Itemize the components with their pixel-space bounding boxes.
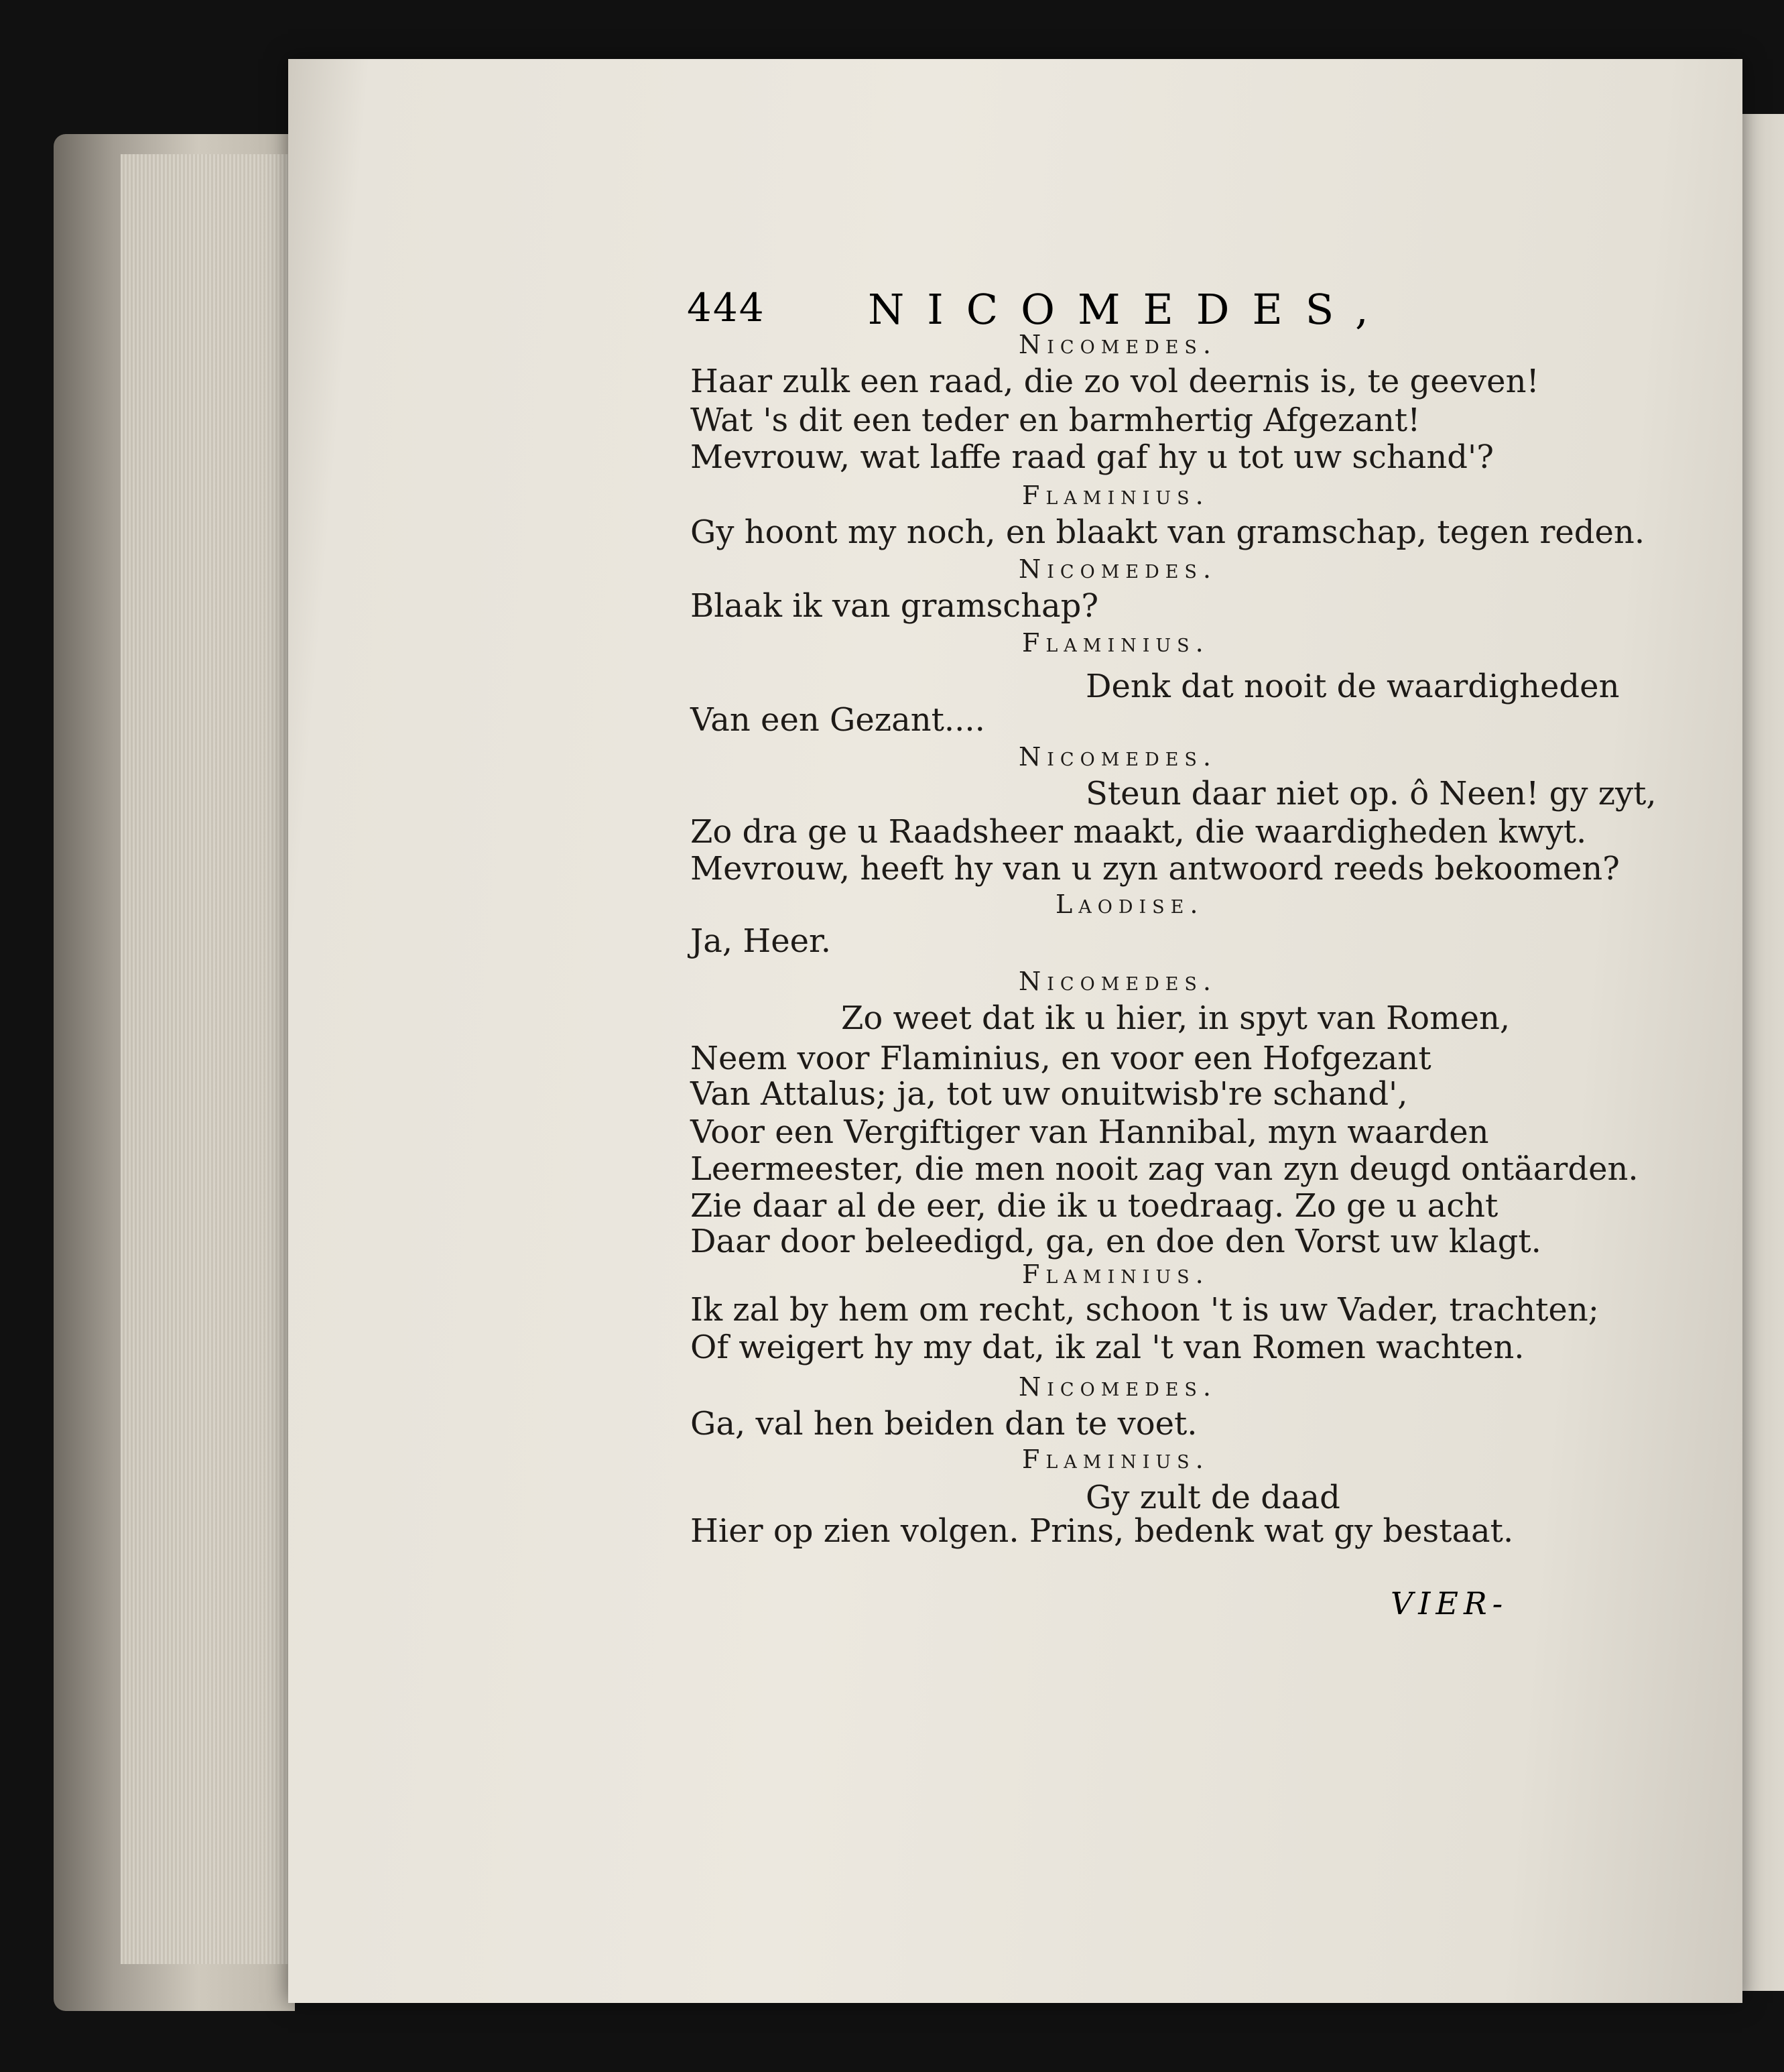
speaker-name: Flaminius. xyxy=(1022,1445,1210,1474)
verse-line: Zo weet dat ik u hier, in spyt van Romen, xyxy=(841,999,1511,1037)
verse-line: Ga, val hen beiden dan te voet. xyxy=(690,1405,1198,1443)
verse-line: Leermeester, die men nooit zag van zyn deugd ontäarden. xyxy=(690,1150,1639,1188)
verse-line: Voor een Vergiftiger van Hannibal, myn waarden xyxy=(690,1113,1489,1151)
verse-line: Gy hoont my noch, en blaakt van gramschap, tegen reden. xyxy=(690,513,1645,551)
speaker-name: Nicomedes. xyxy=(1019,967,1217,996)
verse-line: Blaak ik van gramschap? xyxy=(690,587,1099,625)
page-edges xyxy=(121,154,295,1964)
verse-line: Van Attalus; ja, tot uw onuitwisb're schand', xyxy=(690,1075,1408,1113)
verse-line: Mevrouw, heeft hy van u zyn antwoord reeds bekoomen? xyxy=(690,850,1620,888)
speaker-name: Nicomedes. xyxy=(1019,742,1217,772)
verse-line: Ik zal by hem om recht, schoon 't is uw Vader, trachten; xyxy=(690,1291,1599,1329)
page-number: 444 xyxy=(687,285,765,330)
verse-line: Daar door beleedigd, ga, en doe den Vorst uw klagt. xyxy=(690,1223,1541,1260)
speaker-name: Nicomedes. xyxy=(1019,554,1217,584)
speaker-name: Flaminius. xyxy=(1022,1260,1210,1289)
verse-line: Hier op zien volgen. Prins, bedenk wat gy bestaat. xyxy=(690,1512,1514,1550)
verse-line: Mevrouw, wat laffe raad gaf hy u tot uw schand'? xyxy=(690,438,1494,476)
verse-line: Zo dra ge u Raadsheer maakt, die waardigheden kwyt. xyxy=(690,813,1587,851)
speaker-name: Nicomedes. xyxy=(1019,1372,1217,1402)
verse-line: Zie daar al de eer, die ik u toedraag. Zo ge u acht xyxy=(690,1187,1499,1225)
verse-line: Haar zulk een raad, die zo vol deernis is, te geeven! xyxy=(690,363,1539,400)
speaker-name: Flaminius. xyxy=(1022,481,1210,510)
verse-line: Neem voor Flaminius, en voor een Hofgezant xyxy=(690,1040,1431,1077)
running-title: NICOMEDES, xyxy=(868,285,1391,334)
verse-line: Denk dat nooit de waardigheden xyxy=(1086,668,1620,705)
speaker-name: Flaminius. xyxy=(1022,628,1210,658)
verse-line: Van een Gezant.... xyxy=(690,701,985,739)
catchword: VIER- xyxy=(1391,1585,1509,1622)
verse-line: Ja, Heer. xyxy=(690,922,831,960)
speaker-name: Nicomedes. xyxy=(1019,330,1217,359)
verse-line: Of weigert hy my dat, ik zal 't van Romen wachten. xyxy=(690,1329,1525,1366)
verse-line: Gy zult de daad xyxy=(1086,1479,1340,1516)
speaker-name: Laodise. xyxy=(1056,890,1204,919)
verse-line: Steun daar niet op. ô Neen! gy zyt, xyxy=(1086,775,1657,812)
verse-line: Wat 's dit een teder en barmhertig Afgezant! xyxy=(690,402,1421,439)
